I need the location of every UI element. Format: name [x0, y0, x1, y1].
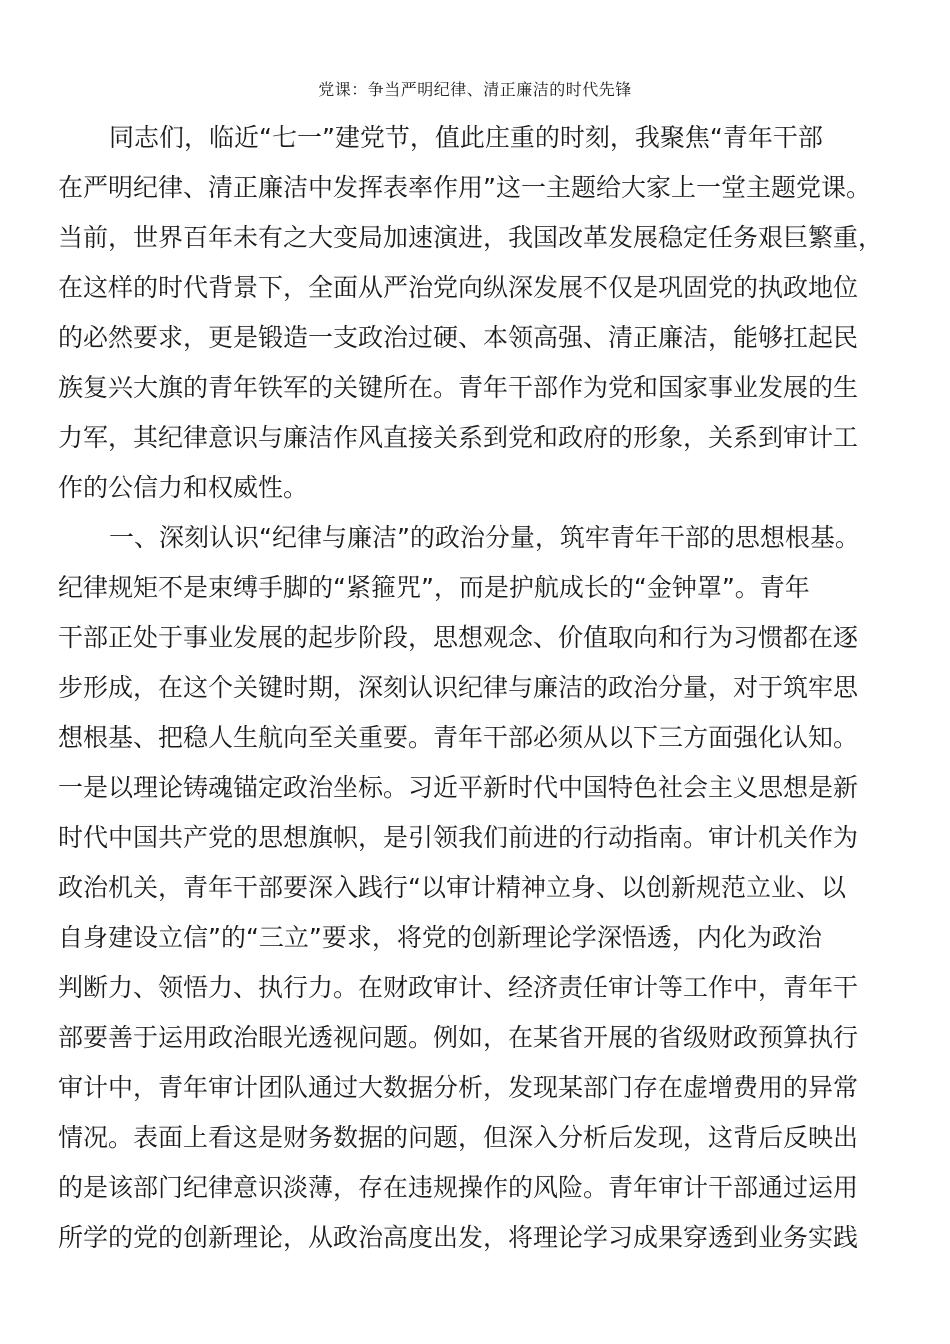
paragraph-line: 作的公信力和权威性。 — [58, 473, 309, 502]
paragraph-line: 在严明纪律、清正廉洁中发挥表率作用”这一主题给大家上一堂主题党课。 — [58, 173, 871, 202]
paragraph-line: 一是以理论铸魂锚定政治坐标。习近平新时代中国特色社会主义思想是新 — [58, 773, 859, 802]
paragraph-line: 干部正处于事业发展的起步阶段，思想观念、价值取向和行为习惯都在逐 — [58, 623, 859, 652]
document-title: 党课：争当严明纪律、清正廉洁的时代先锋 — [318, 80, 632, 99]
paragraph-line: 纪律规矩不是束缚手脚的“紧箍咒”，而是护航成长的“金钟罩”。青年 — [58, 573, 810, 602]
paragraph-line: 所学的党的创新理论，从政治高度出发，将理论学习成果穿透到业务实践 — [58, 1223, 859, 1252]
paragraph-line: 部要善于运用政治眼光透视问题。例如，在某省开展的省级财政预算执行 — [58, 1023, 859, 1052]
paragraph-line: 步形成，在这个关键时期，深刻认识纪律与廉洁的政治分量，对于筑牢思 — [58, 673, 859, 702]
paragraph-line: 的必然要求，更是锻造一支政治过硬、本领高强、清正廉洁，能够扛起民 — [58, 323, 859, 352]
paragraph-line: 的是该部门纪律意识淡薄，存在违规操作的风险。青年审计干部通过运用 — [58, 1173, 859, 1202]
paragraph-line: 力军，其纪律意识与廉洁作风直接关系到党和政府的形象，关系到审计工 — [58, 423, 859, 452]
paragraph-line: 同志们，临近“七一”建党节，值此庄重的时刻，我聚焦“青年干部 — [109, 123, 823, 152]
paragraph-line: 在这样的时代背景下，全面从严治党向纵深发展不仅是巩固党的执政地位 — [58, 273, 859, 302]
section-heading-line: 一、深刻认识“纪律与廉洁”的政治分量，筑牢青年干部的思想根基。 — [109, 523, 860, 552]
paragraph-line: 自身建设立信”的“三立”要求，将党的创新理论学深悟透，内化为政治 — [58, 923, 822, 952]
paragraph-line: 当前，世界百年未有之大变局加速演进，我国改革发展稳定任务艰巨繁重， — [58, 223, 884, 252]
paragraph-line: 政治机关，青年干部要深入践行“以审计精神立身、以创新规范立业、以 — [58, 873, 846, 902]
paragraph-line: 情况。表面上看这是财务数据的问题，但深入分析后发现，这背后反映出 — [58, 1123, 859, 1152]
paragraph-line: 想根基、把稳人生航向至关重要。青年干部必须从以下三方面强化认知。 — [58, 723, 859, 752]
paragraph-line: 审计中，青年审计团队通过大数据分析，发现某部门存在虚增费用的异常 — [58, 1073, 859, 1102]
paragraph-line: 时代中国共产党的思想旗帜，是引领我们前进的行动指南。审计机关作为 — [58, 823, 859, 852]
paragraph-line: 判断力、领悟力、执行力。在财政审计、经济责任审计等工作中，青年干 — [58, 973, 859, 1002]
paragraph-line: 族复兴大旗的青年铁军的关键所在。青年干部作为党和国家事业发展的生 — [58, 373, 859, 402]
